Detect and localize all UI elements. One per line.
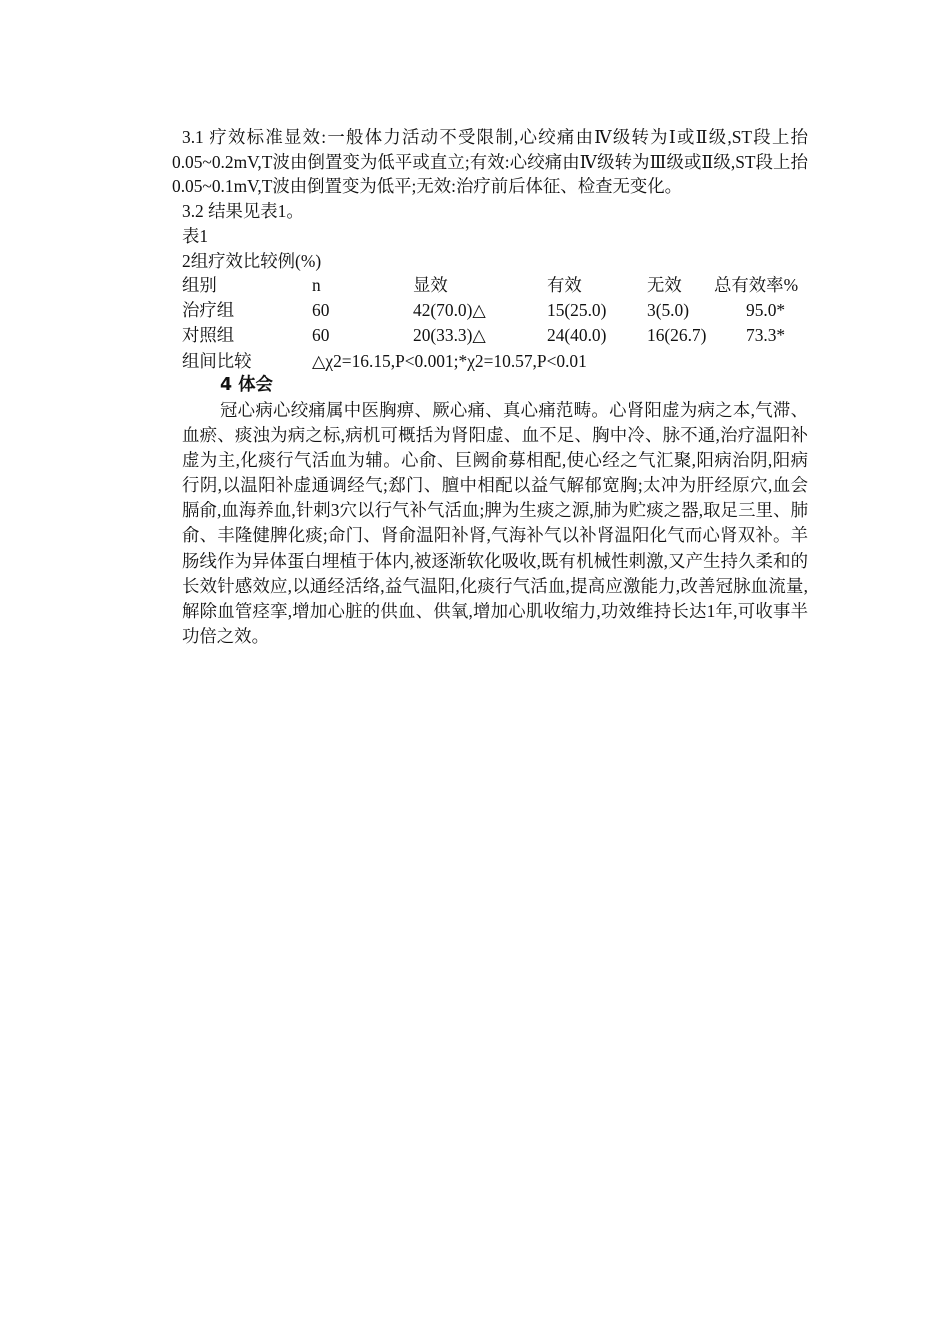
table-cell: 73.3* — [746, 325, 786, 345]
table-header-cell: 显效 — [413, 275, 448, 295]
table-header-cell: 有效 — [547, 275, 582, 295]
table-cell: 16(26.7) — [647, 325, 707, 345]
table-cell: 对照组 — [182, 325, 235, 345]
table-cell: 60 — [312, 300, 330, 320]
section-4-heading: 4 体会 — [220, 375, 273, 395]
table-label: 表1 — [182, 226, 209, 246]
table-header-cell: 无效 — [647, 275, 682, 295]
table-row — [182, 298, 822, 322]
table-cell: 3(5.0) — [647, 300, 690, 320]
section-4-paragraph: 冠心病心绞痛属中医胸痹、厥心痛、真心痛范畴。心肾阳虚为病之本,气滞、血瘀、痰浊为病之标,病机可概括为肾阳虚、血不足、胸中冷、脉不通,治疗温阳补虚为主,化痰行气活血为辅。心俞、巨阙俞募相配,使心经之气汇聚,阳病治阴,阳病行阴,以温阳补虚通调经气;郄门、膻中相配以益气解郁宽胸;太冲为肝经原穴,血会膈俞,血海养血,针刺3穴以行气补气活血;脾为生痰之源,肺为贮痰之器,取足三里、肺俞、丰隆健脾化痰;命门、肾俞温阳补肾,气海补气以补肾温阳化气而心肾双补。羊肠线作为异体蛋白埋植于体内,被逐渐软化吸收,既有机械性刺激,又产生持久柔和的长效针感效应,以通经活络,益气温阳,化痰行气活血,提高应激能力,改善冠脉血流量,解除血管痉挛,增加心脏的供血、供氧,增加心肌收缩力,功效维持长达1年,可收事半功倍之效。 — [182, 400, 808, 646]
table-header-row — [182, 273, 822, 297]
comparison-label: 组间比较 — [182, 351, 252, 371]
table-comparison-row — [182, 349, 822, 373]
table-cell: 42(70.0)△ — [413, 300, 486, 320]
table-cell: 15(25.0) — [547, 300, 607, 320]
table-cell: 治疗组 — [182, 300, 235, 320]
table-cell: 24(40.0) — [547, 325, 607, 345]
table-header-cell: 组别 — [182, 275, 217, 295]
section-3-2-paragraph: 3.2 结果见表1。 — [182, 201, 304, 221]
section-3-1-paragraph: 3.1 疗效标准显效:一般体力活动不受限制,心绞痛由Ⅳ级转为Ⅰ或Ⅱ级,ST段上抬0.05~0.2mV,T波由倒置变为低平或直立;有效:心绞痛由Ⅳ级转为Ⅲ级或Ⅱ级,ST段上抬0.05~0.1mV,T波由倒置变为低平;无效:治疗前后体征、检查无变化。 — [172, 127, 808, 197]
comparison-text: △χ2=16.15,P<0.001;*χ2=10.57,P<0.01 — [312, 351, 587, 371]
table-cell: 95.0* — [746, 300, 786, 320]
table-caption: 2组疗效比较例(%) — [182, 251, 322, 271]
table-header-cell: 总有效率% — [714, 275, 799, 295]
table-cell: 60 — [312, 325, 330, 345]
table-cell: 20(33.3)△ — [413, 325, 486, 345]
table-header-cell: n — [312, 275, 321, 295]
table-row — [182, 323, 822, 347]
